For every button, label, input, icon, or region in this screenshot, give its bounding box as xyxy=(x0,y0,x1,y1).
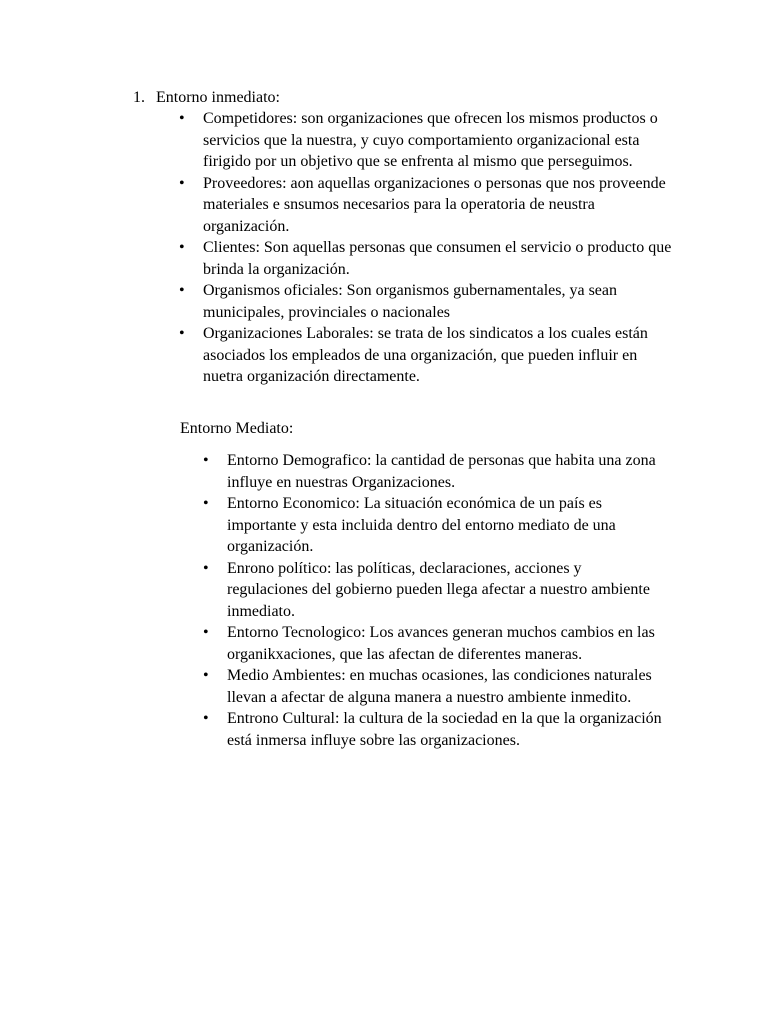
bullet-icon: • xyxy=(203,710,209,727)
list-item xyxy=(179,237,679,280)
bullet-icon: • xyxy=(179,174,185,192)
section1-heading xyxy=(133,87,280,109)
bullet-icon: • xyxy=(203,452,209,469)
bullet-icon: • xyxy=(179,239,185,256)
list-item xyxy=(203,665,663,708)
list-item-text: Entrono Cultural: la cultura de la sociedad en la que la organización está inmersa influye sobre las organizaciones. xyxy=(227,710,662,749)
list-item xyxy=(179,173,679,238)
list-item-text: Proveedores: aon aquellas organizaciones o personas que nos proveende materiales e snsumos necesarios para la operatoria de neustra organización. xyxy=(203,174,666,235)
section2-list xyxy=(203,450,663,751)
list-item-text: Organizaciones Laborales: se trata de los sindicatos a los cuales están asociados los empleados de una organización, que pueden influir en nuetra organización directamente. xyxy=(203,325,648,385)
list-item xyxy=(203,493,663,558)
list-item-text: Entorno Economico: La situación económica de un país es importante y esta incluida dentro del entorno mediato de una organización. xyxy=(227,495,616,555)
bullet-icon: • xyxy=(203,495,209,512)
list-item-text: Competidores: son organizaciones que ofrecen los mismos productos o servicios que la nuestra, y cuyo comportamiento organizacional esta firigido por un objetivo que se enfrenta al mismo que perseguimos. xyxy=(203,110,658,170)
bullet-icon: • xyxy=(203,667,209,684)
section1-number: 1. xyxy=(133,89,145,106)
list-item-text: Entorno Demografico: la cantidad de personas que habita una zona influye en nuestras Organizaciones. xyxy=(227,452,656,491)
bullet-icon: • xyxy=(179,282,185,299)
section1-list xyxy=(179,108,679,388)
bullet-icon: • xyxy=(203,559,209,577)
list-item-text: Entorno Tecnologico: Los avances generan muchos cambios en las organikxaciones, que las afectan de diferentes maneras. xyxy=(227,624,655,663)
bullet-icon: • xyxy=(179,110,185,127)
section1-title: Entorno inmediato: xyxy=(156,89,280,106)
list-item xyxy=(203,558,663,623)
list-item xyxy=(179,280,679,323)
section2-heading: Entorno Mediato: xyxy=(180,420,294,437)
bullet-icon: • xyxy=(179,325,185,342)
list-item xyxy=(203,708,663,751)
list-item-text: Medio Ambientes: en muchas ocasiones, las condiciones naturales llevan a afectar de alguna manera a nuestro ambiente inmedito. xyxy=(227,667,652,706)
list-item xyxy=(203,622,663,665)
bullet-icon: • xyxy=(203,624,209,641)
list-item-text: Enrono político: las políticas, declaraciones, acciones y regulaciones del gobierno pueden llega afectar a nuestro ambiente inmediato. xyxy=(227,559,650,620)
list-item xyxy=(179,323,679,388)
list-item xyxy=(179,108,679,173)
list-item-text: Organismos oficiales: Son organismos gubernamentales, ya sean municipales, provinciales o nacionales xyxy=(203,282,617,321)
list-item xyxy=(203,450,663,493)
list-item-text: Clientes: Son aquellas personas que consumen el servicio o producto que brinda la organización. xyxy=(203,239,672,278)
